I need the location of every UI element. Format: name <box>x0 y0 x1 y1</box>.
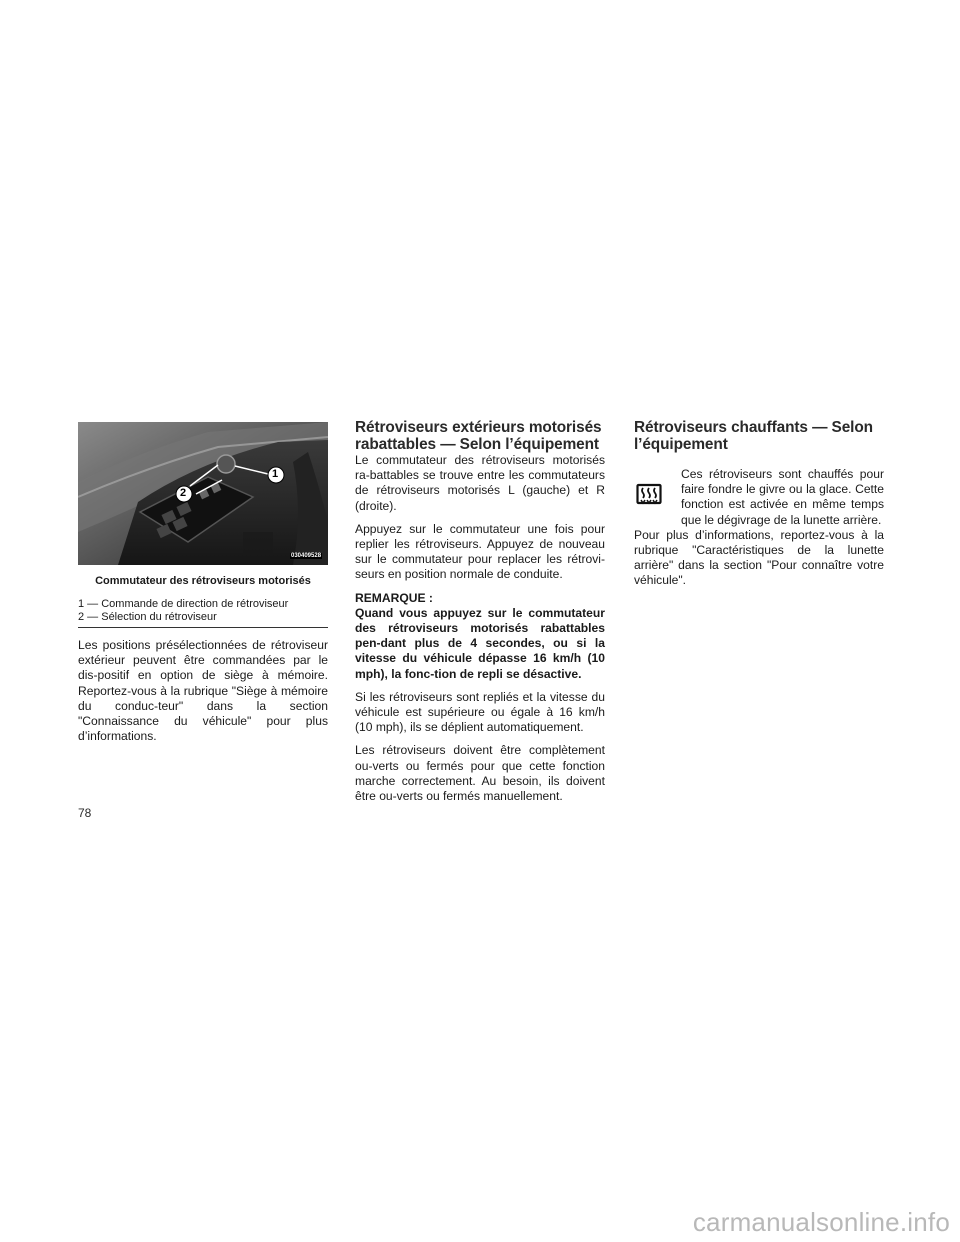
body-paragraph: Les rétroviseurs doivent être complètement ou-verts ou fermés pour que cette fonction marche correctement. Au besoin, ils doivent être ou-verts ou fermés manuellement. <box>355 743 605 804</box>
page-number: 78 <box>78 806 92 820</box>
watermark: carmanualsonline.info <box>692 1207 950 1237</box>
heated-mirrors-block <box>634 467 884 528</box>
legend-item: 2 — Sélection du rétroviseur <box>78 610 217 623</box>
callout-2: 2 <box>180 487 187 499</box>
left-column <box>78 422 328 744</box>
body-paragraph: Si les rétroviseurs sont repliés et la vitesse du véhicule est supérieure ou égale à 16 km/h (10 mph), ils se déplient automatiquement. <box>355 689 605 735</box>
legend-divider <box>78 627 328 628</box>
rear-defrost-icon <box>636 481 662 507</box>
folding-mirrors-heading: Rétroviseurs extérieurs motorisés rabattables — Selon l’équipement <box>355 419 602 453</box>
heated-mirrors-reference: Pour plus d’informations, reportez-vous à la rubrique "Caractéristiques de la lunette arrière" dans la section "Pour connaître votre véhicule". <box>634 527 884 588</box>
figure-caption: Commutateur des rétroviseurs motorisés <box>95 575 311 587</box>
image-code: 030409528 <box>291 553 322 559</box>
legend-item: 1 — Commande de direction de rétroviseur <box>78 598 289 610</box>
note-text: Quand vous appuyez sur le commutateur des rétroviseurs motorisés rabattables pen-dant plus de 4 secondes, ou si la vitesse du véhicule dépasse 16 km/h (10 mph), la fonc-tion de repli se désactive. <box>355 605 605 681</box>
middle-column <box>355 420 605 804</box>
body-paragraph: Le commutateur des rétroviseurs motorisés ra-battables se trouve entre les commutateurs de rétroviseurs motorisés L (gauche) et R (droite). <box>355 453 605 513</box>
figure-legend <box>78 598 328 623</box>
right-column <box>634 420 884 589</box>
note-label: REMARQUE : <box>355 590 433 605</box>
heated-mirrors-heading: Rétroviseurs chauffants — Selon l’équipement <box>634 419 873 453</box>
body-paragraph: Appuyez sur le commutateur une fois pour replier les rétroviseurs. Appuyez de nouveau sur le commutateur pour replacer les rétrovi-seurs en position normale de conduite. <box>355 521 605 582</box>
memory-seat-paragraph: Les positions présélectionnées de rétroviseur extérieur peuvent être commandées par le dis-positif en option de siège à mémoire. Reportez-vous à la rubrique "Siège à mémoire du conduc-teur" dans la section "Connaissance du véhicule" pour plus d’informations. <box>78 638 328 744</box>
mirror-switch-photo <box>78 422 328 565</box>
heated-mirrors-paragraph: Ces rétroviseurs sont chauffés pour faire fondre le givre ou la glace. Cette fonction est activée en même temps que le dégivrage de la lunette arrière. <box>681 467 884 527</box>
callout-1: 1 <box>272 468 279 480</box>
door-panel-illustration <box>78 422 328 565</box>
